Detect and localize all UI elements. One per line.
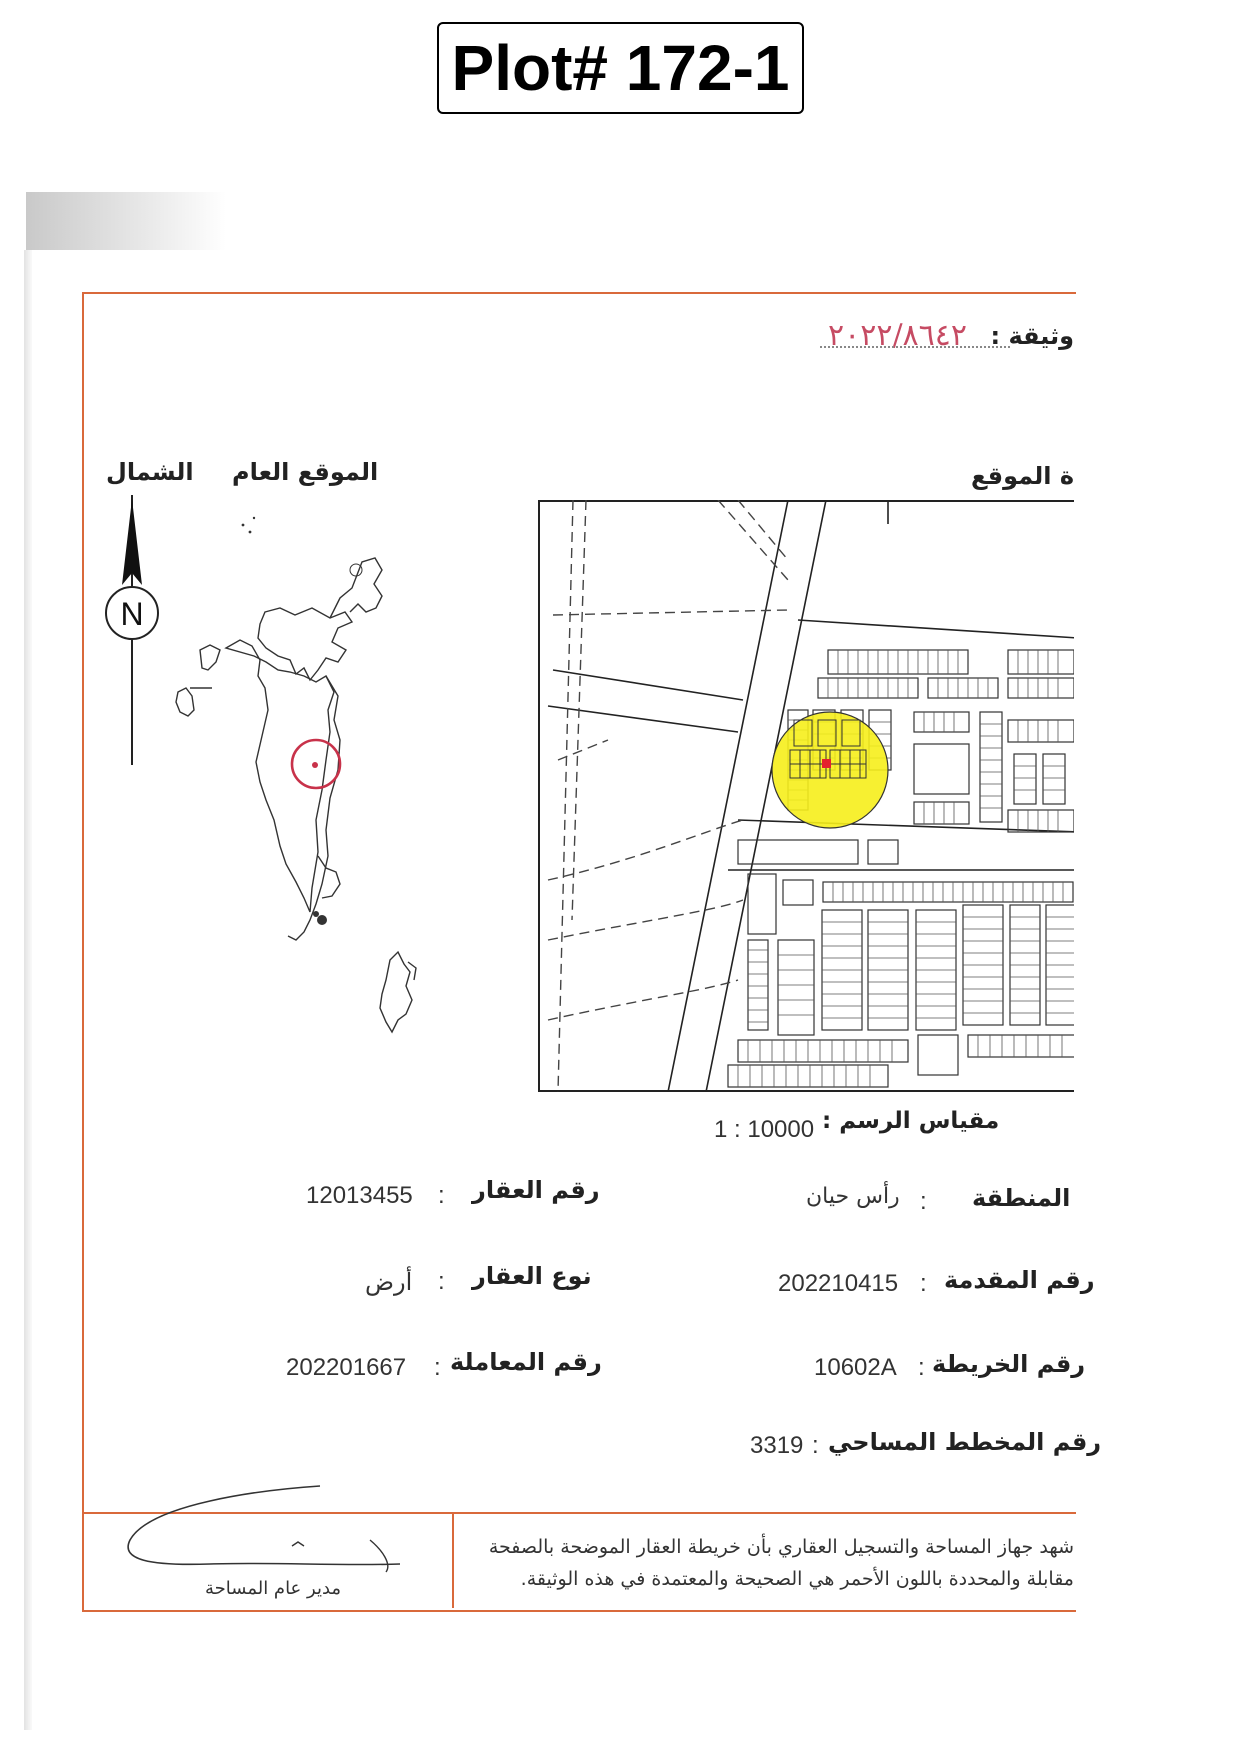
site-map-label: ة الموقع <box>970 462 1074 490</box>
property-type-label: نوع العقار <box>472 1262 592 1290</box>
colon-application-number: : <box>920 1270 927 1297</box>
signature-title: مدير عام المساحة <box>205 1578 342 1599</box>
scan-shadow <box>26 192 226 250</box>
north-label: الشمال <box>106 458 194 486</box>
property-type-value: أرض <box>365 1269 413 1296</box>
property-number-label: رقم العقار <box>472 1176 600 1204</box>
area-label: المنطقة <box>972 1184 1071 1212</box>
area-value: رأس حيان <box>806 1184 900 1209</box>
colon-map-number: : <box>918 1354 925 1381</box>
certification-line-2: مقابلة والمحددة باللون الأحمر هي الصحيحة والمعتمدة في هذه الوثيقة. <box>520 1568 1074 1590</box>
colon-property-number: : <box>438 1182 445 1209</box>
plot-marker <box>822 759 831 768</box>
certification-line-1: شهد جهاز المساحة والتسجيل العقاري بأن خريطة العقار الموضحة بالصفحة <box>488 1536 1074 1558</box>
site-map <box>538 500 1074 1092</box>
application-number-label: رقم المقدمة <box>944 1266 1095 1294</box>
scale-value: 1 : 10000 <box>714 1116 815 1143</box>
map-number-label: رقم الخريطة <box>932 1350 1086 1378</box>
application-number-value: 202210415 <box>778 1270 899 1297</box>
scan-edge-strip <box>24 250 32 1730</box>
general-location-label: الموقع العام <box>232 458 379 486</box>
footer-vertical-divider <box>452 1512 454 1608</box>
survey-plan-number-label: رقم المخطط المساحي <box>828 1428 1102 1456</box>
north-letter: N <box>120 596 144 632</box>
plot-title: Plot# 172-1 <box>437 22 804 114</box>
scale-label: مقياس الرسم : <box>822 1108 1000 1134</box>
doc-number-label: وثيقة : <box>990 322 1074 350</box>
doc-number-dotted-line <box>820 346 1010 348</box>
colon-area: : <box>920 1188 927 1215</box>
doc-number-handwritten: ٢٠٢٢/٨٦٤٢ <box>828 318 968 353</box>
colon-survey-plan-number: : <box>812 1432 819 1459</box>
signature <box>120 1480 420 1580</box>
overview-map <box>90 500 490 1060</box>
map-number-value: 10602A <box>814 1354 897 1381</box>
colon-property-type: : <box>438 1268 445 1295</box>
property-number-value: 12013455 <box>306 1182 413 1209</box>
colon-transaction-number: : <box>434 1354 441 1381</box>
survey-plan-number-value: 3319 <box>750 1432 804 1459</box>
transaction-number-label: رقم المعاملة <box>450 1348 602 1376</box>
transaction-number-value: 202201667 <box>286 1354 407 1381</box>
